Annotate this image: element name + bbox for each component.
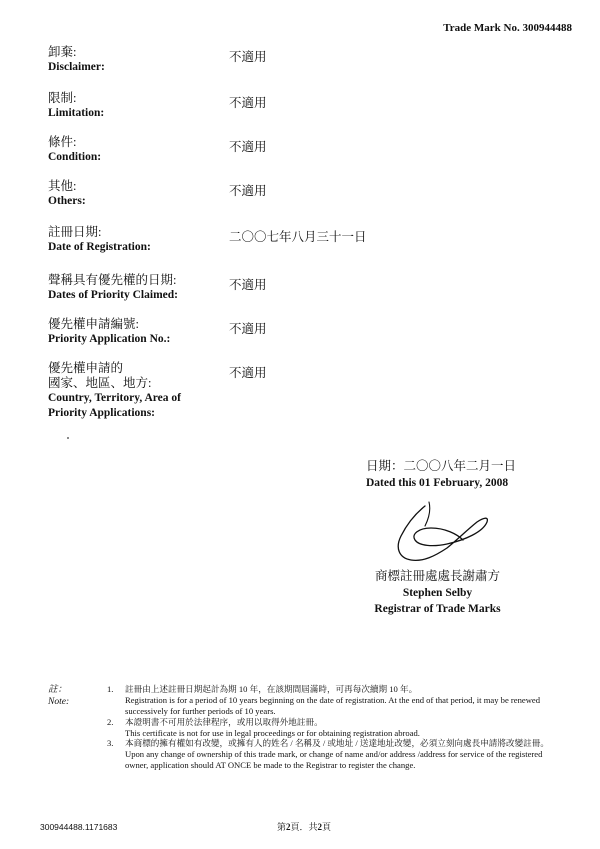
notes-label-zh: 註： [48,685,68,695]
note-item [107,684,567,717]
field-limitation-value: 不適用 [229,96,267,110]
note-text-zh: 註冊由上述註冊日期起計為期 10 年，在該期間屆滿時，可再每次續期 10 年。 [125,684,418,694]
notes-label [48,684,69,708]
field-label-zh-line2: 國家、地區、地方: [48,376,152,390]
field-label-en: Dates of Priority Claimed: [48,289,178,301]
field-label-zh: 條件: [48,135,77,149]
document-reference-number: 300944488.1171683 [40,822,118,832]
field-condition-label [48,135,228,165]
note-item [107,738,567,771]
signatory-name: Stephen Selby [402,587,473,599]
field-label-zh: 卸棄: [48,45,77,59]
note-number: 2. [107,717,114,727]
note-text-en: This certificate is not for use in legal proceedings or for obtaining registration abroad. [125,728,420,738]
note-text-en: Upon any change of ownership of this trade mark, or change of name and/or address /address for service of the registered owner, application should AT ONCE be made to the Registrar to register the change. [125,749,543,770]
dated-block [366,458,516,492]
field-country-territory-label [48,361,228,421]
field-priority-application-label [48,317,228,347]
field-label-zh: 註冊日期: [48,225,102,239]
field-disclaimer-value: 不適用 [229,50,267,64]
page-indicator [277,820,331,833]
field-label-zh: 優先權申請的 [48,361,124,375]
field-label-en-line2: Priority Applications: [48,407,156,419]
field-priority-dates-value: 不適用 [229,278,267,292]
field-label-en: Limitation: [48,107,105,119]
field-priority-dates-label [48,273,233,303]
dated-en: Dated this 01 February, 2008 [366,477,509,489]
note-text-en: Registration is for a period of 10 years beginning on the date of registration. At the end of that period, it may be renewed successively for further periods of 10 years. [125,695,541,716]
note-number: 3. [107,738,114,748]
field-label-en: Priority Application No.: [48,333,171,345]
field-label-zh: 聲稱具有優先權的日期: [48,273,177,287]
note-text-zh: 本證明書不可用於法律程序，或用以取得外地註冊。 [125,717,323,727]
field-label-en: Others: [48,195,86,207]
field-disclaimer-label [48,45,228,75]
field-date-of-registration-label [48,225,228,255]
page-mid: 頁．共 [290,822,318,832]
field-others-label [48,179,228,209]
field-priority-application-value: 不適用 [229,322,267,336]
note-text-zh: 本商標的擁有權如有改變，或擁有人的姓名 / 名稱及 / 或地址 / 送達地址改變，必須立刻向處長申請將改變註冊。 [125,738,549,748]
field-limitation-label [48,91,228,121]
scan-speck [67,437,69,439]
field-others-value: 不適用 [229,184,267,198]
field-label-en: Disclaimer: [48,61,105,73]
note-item [107,717,567,739]
field-label-en: Date of Registration: [48,241,151,253]
notes-label-en: Note: [48,697,70,707]
signatory-title-zh: 商標註冊處處長謝肅方 [374,569,500,583]
signatory-block [350,568,525,617]
page-current: 2 [286,822,291,832]
page-suffix: 頁 [322,822,332,832]
signatory-title-en: Registrar of Trade Marks [374,603,501,615]
field-label-zh: 優先權申請編號: [48,317,139,331]
dated-zh: 日期：二〇〇八年二月一日 [366,459,517,473]
field-condition-value: 不適用 [229,140,267,154]
field-date-of-registration-value: 二〇〇七年八月三十一日 [229,230,367,244]
note-number: 1. [107,684,114,694]
field-label-zh: 限制: [48,91,77,105]
field-country-territory-value: 不適用 [229,366,267,380]
trade-mark-number: Trade Mark No. 300944488 [443,22,572,34]
signature-image [385,500,495,570]
field-label-zh: 其他: [48,179,77,193]
page-prefix: 第 [277,822,287,832]
page-total: 2 [317,822,323,832]
field-label-en: Country, Territory, Area of [48,392,181,404]
field-label-en: Condition: [48,151,102,163]
